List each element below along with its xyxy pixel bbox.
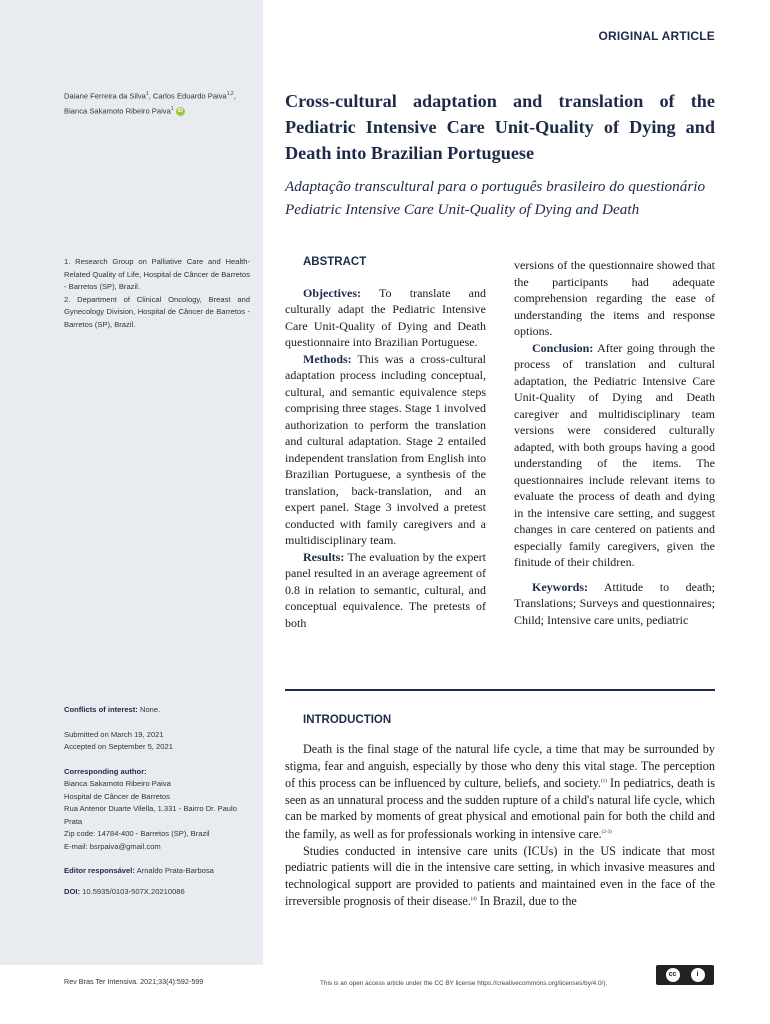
doi-link[interactable]: 10.5935/0103-507X.20210086: [80, 886, 185, 896]
orcid-icon[interactable]: iD: [177, 108, 183, 115]
author-3[interactable]: Bianca Sakamoto Ribeiro Paiva: [64, 106, 171, 116]
introduction-body: Death is the final stage of the natural life cycle, a time that may be surrounded by stigma, fear and anguish, especially by those who deny this vital stage. The perception of this process can be influenced by culture, beliefs, and society.$^{(1)}$ In pediatrics, death is seen as an unnatural process and the sudden rupture of a child's natural life cycle, which can be marked by moments of great physical and emotional pain for both the child and the family, as well as for professionals working in intensive care.$^{(2-3)}$ Studies conducted in intensive care units (ICUs) in the US indicate that most pediatric patients will die in the intensive care setting, in which invasive measures and technological support are provided to patients and maintained even in the face of the irreversible prognosis of their disease.$^{(4)}$ In Brazil, due to the: [285, 742, 715, 909]
cc-by-license-badge[interactable]: [656, 965, 714, 985]
accepted-date: Accepted on September 5, 2021: [64, 742, 173, 751]
abstract-column-1: ABSTRACT Objectives: To translate and culturally adapt the Pediatric Intensive Care Unit-Quality of Dying and Death questionnaire into Brazilian Portuguese. Methods: This was a cross-cultural adaptation process including conceptual, cultural, and semantic equivalence steps comprising three stages. Stage 1 involved authorization to perform the translation and cultural adaptation. Stage 2 entailed independent translation from English into Brazilian Portuguese, a synthesis of the translation, back-translation, and an expert panel. Stage 3 involved a pretest conducted with family caregivers and a multidisciplinary team. Results: The evaluation by the expert panel resulted in an average agreement of 0.8 in relation to semantic, cultural, and conceptual equivalence. The pretests of both: [285, 256, 486, 630]
author-1[interactable]: Daiane Ferreira da Silva: [64, 91, 146, 101]
affiliations: [64, 256, 250, 331]
corresponding-email[interactable]: E-mail: bsrpaiva@gmail.com: [64, 841, 161, 851]
article-metadata: Conflicts of interest: None. Submitted on March 19, 2021 Accepted on September 5, 2021 Corresponding author: Bianca Sakamoto Ribeiro Paiva Hospital de Câncer de Barretos Rua Antenor Duarte Vilella, 1.331 - Bairro Dr. Paulo Prata Zip code: 14784-400 - Barretos (SP), Brazil E-mail: bsrpaiva@gmail.com Editor responsável: Arnaldo Prata-Barbosa DOI: 10.5935/0103-507X.20210086: [64, 704, 250, 898]
article-type-label: ORIGINAL ARTICLE: [598, 29, 715, 43]
author-list: Daiane Ferreira da Silva$^1$, Carlos Eduardo Paiva$^{1,2}$, Bianca Sakamoto Ribeiro Paiva$^1$ iD: [64, 91, 236, 116]
attribution-icon: i: [691, 968, 705, 982]
article-title: Cross-cultural adaptation and translation of the Pediatric Intensive Care Unit-Quality of Dying and Death into Brazilian Portuguese: [285, 91, 715, 163]
journal-citation: Rev Bras Ter Intensiva. 2021;33(4):592-599: [64, 977, 204, 986]
corresponding-author-label: Corresponding author:: [64, 766, 147, 776]
affiliation-1: 1. Research Group on Palliative Care and Health-Related Quality of Life, Hospital de Câncer de Barretos - Barretos (SP), Brazil.: [64, 257, 250, 291]
reference-link[interactable]: (4): [470, 897, 477, 903]
section-divider: [285, 689, 715, 691]
creative-commons-icon: cc: [666, 968, 680, 982]
reference-link[interactable]: (1): [600, 779, 607, 785]
abstract-heading: ABSTRACT: [303, 256, 367, 268]
abstract-column-2: versions of the questionnaire showed that the participants had adequate comprehension regarding the ease of understanding the items and response options. Conclusion: After going through the process of translation and cultural adaptation, the Pediatric Intensive Care Unit-Quality of Dying and Death caregiver and multidisciplinary team versions were considered culturally adapted, with both groups having a good understanding of the items. The questionnaires include relevant items to evaluate the process of death and dying in the intensive care setting, and suggest changes in care centered on patients and especially family caregivers, given the finitude of their children. Keywords: Attitude to death; Translations; Surveys and questionnaires; Child; Intensive care units, pediatric: [514, 258, 715, 627]
keywords: Attitude to death; Translations; Surveys and questionnaires; Child; Intensive care units, pediatric: [514, 579, 715, 627]
author-2[interactable]: , Carlos Eduardo Paiva: [148, 91, 227, 101]
affiliation-2: 2. Department of Clinical Oncology, Breast and Gynecology Division, Hospital de Câncer de Barretos - Barretos (SP), Brazil.: [64, 294, 250, 329]
introduction-heading: INTRODUCTION: [303, 714, 392, 726]
article-title-portuguese: Adaptação transcultural para o português brasileiro do questionário Pediatric Intensive Care Unit-Quality of Dying and Death: [285, 178, 706, 218]
reference-link[interactable]: (2-3): [601, 830, 612, 836]
submitted-date: Submitted on March 19, 2021: [64, 729, 164, 739]
license-text[interactable]: This is an open access article under the CC BY license https://creativecommons.org/licenses/by/4.0/).: [320, 980, 608, 987]
